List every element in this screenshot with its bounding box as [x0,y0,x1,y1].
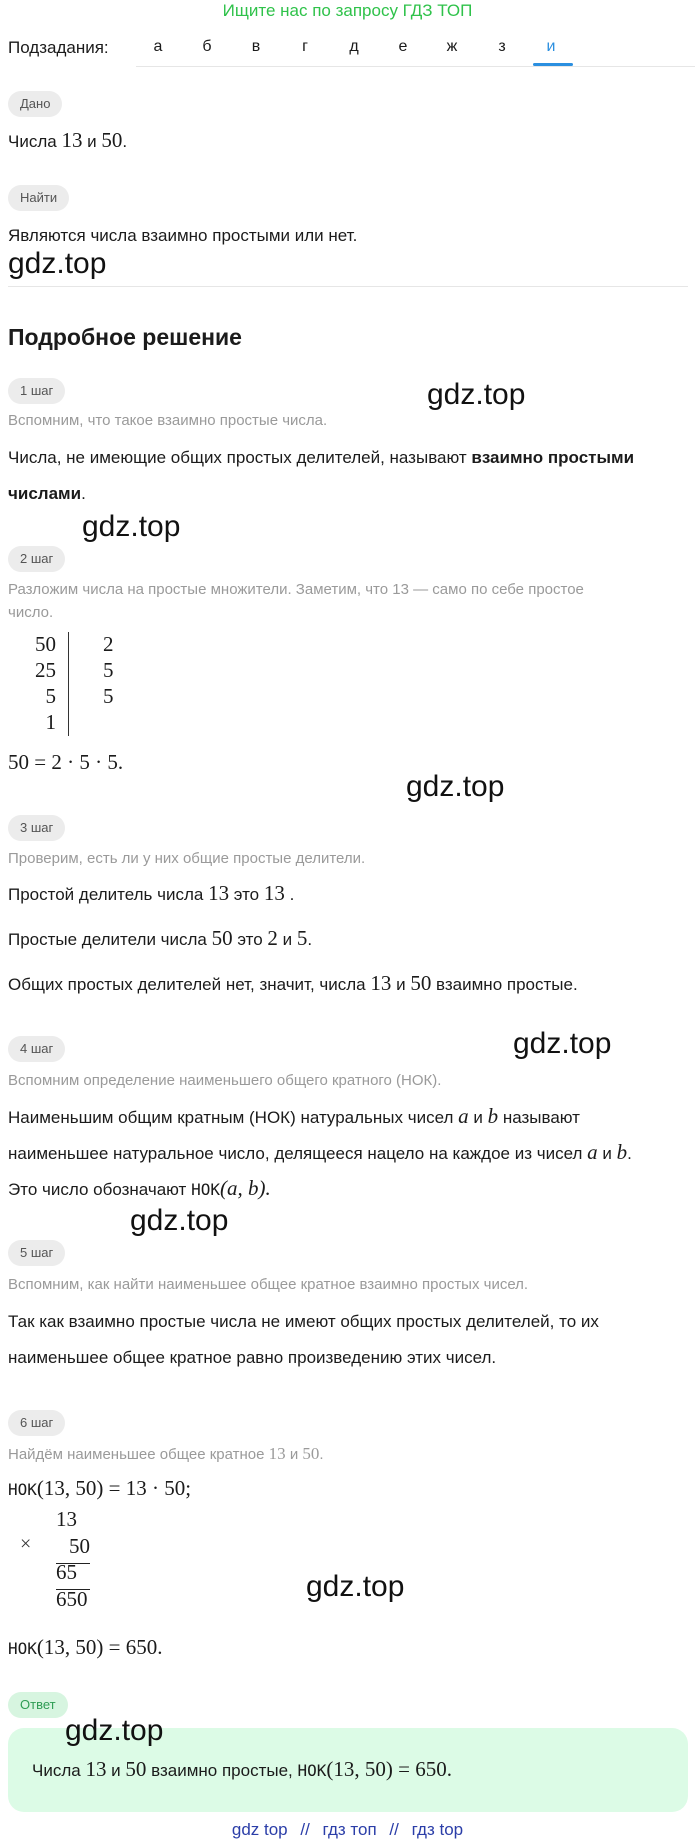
factor-right-0: 2 [103,632,114,656]
step1-term-2: числами [8,484,82,503]
footer-separator: // [300,1820,310,1839]
step4-line1 [8,1105,580,1129]
given-text [8,129,127,153]
step3-line2-end: . [307,930,313,949]
mult-row-0: 13 [56,1507,77,1531]
subtask-tab-d[interactable]: д [349,38,359,55]
subtask-tab-i[interactable]: и [546,38,556,55]
solution-title: Подробное решение [8,324,242,350]
multiply-sign: × [20,1533,32,1555]
subtasks-tabs [136,34,695,67]
answer-num-a: 13 [85,1757,107,1781]
step4-var-a: a [458,1104,469,1128]
given-number-13: 13 [61,128,83,152]
find-text: Являются числа взаимно простыми или нет. [8,226,358,245]
step5-line2: наименьшее общее кратное равно произведению этих чисел. [8,1348,497,1367]
footer-link-gdz-top-mixed[interactable]: гдз top [411,1820,464,1839]
step6-hint-and: и [285,1446,303,1463]
answer-badge: Ответ [8,1692,68,1718]
step6-hint-a: 13 [268,1444,286,1463]
given-badge: Дано [8,91,62,117]
watermark: gdz.top [406,770,505,803]
step6-eq1 [8,1477,191,1501]
step6-eq2-nok: НОК [8,1639,37,1658]
subtask-tab-a[interactable]: а [153,38,163,55]
step3-line3-and: и [391,975,411,994]
step6-badge: 6 шаг [8,1410,65,1436]
factor-left-2: 5 [45,684,56,708]
footer-link-gdz-top[interactable]: gdz top [231,1820,288,1839]
step4-line2-and: и [597,1144,617,1163]
watermark: gdz.top [8,247,107,280]
step4-line2 [8,1141,632,1165]
step4-line3 [8,1177,271,1201]
footer-links [0,1820,695,1840]
answer-and: и [106,1761,126,1780]
factor-left-1: 25 [35,658,56,682]
answer-mid: взаимно простые, [146,1761,298,1780]
step3-line3-a: 13 [370,971,392,995]
step3-line2-a: 2 [267,926,278,950]
watermark: gdz.top [130,1204,229,1237]
step3-line2-mid: это [232,930,268,949]
watermark: gdz.top [427,378,526,411]
given-text-label: Числа [8,132,62,151]
step2-badge: 2 шаг [8,546,65,572]
step3-line1 [8,882,294,906]
subtask-tab-z[interactable]: з [498,38,506,55]
footer-link-gdz-top-ru[interactable]: гдз топ [322,1820,377,1839]
step1-text-line2 [8,483,86,505]
step1-text-end: . [81,484,86,503]
step3-line1-end: . [284,885,295,904]
factor-left-3: 1 [45,710,56,734]
watermark: gdz.top [65,1714,164,1747]
step4-line1-pre: Наименьшим общим кратным (НОК) натуральных чисел [8,1108,459,1127]
step4-line2-pre: наименьшее натуральное число, делящееся нацело на каждое из чисел [8,1144,588,1163]
section-divider [8,286,688,287]
promo-banner[interactable]: Ищите нас по запросу ГДЗ ТОП [222,1,473,20]
factor-left-0: 50 [35,632,56,656]
step3-line2 [8,927,312,951]
given-number-50: 50 [101,128,123,152]
subtask-tab-b[interactable]: б [202,38,212,55]
watermark: gdz.top [306,1570,405,1603]
subtask-tab-e[interactable]: е [398,38,408,55]
step4-var-b: b [487,1104,499,1128]
step6-eq2 [8,1636,163,1660]
factor-divider-line [68,632,69,736]
subtask-tab-g[interactable]: г [302,38,308,55]
step3-line1-num: 13 [208,881,230,905]
step3-line1-mid: это [229,885,264,904]
step4-line2-var-a: a [587,1140,598,1164]
subtasks-label: Подзадания: [8,38,109,57]
step4-nok-label: НОК [191,1180,220,1199]
step2-hint-line1: Разложим числа на простые множители. Заметим, что 13 — само по себе простое [8,581,584,598]
step6-hint-b: 50 [302,1444,320,1463]
step1-term-1: взаимно простыми [471,448,635,467]
factor-right-1: 5 [103,658,114,682]
step3-line2-b: 5 [296,926,308,950]
step3-line2-pre: Простые делители числа [8,930,212,949]
step6-eq1-nok: НОК [8,1480,37,1499]
answer-nok: НОК [297,1761,327,1780]
step2-result: 50 = 2 · 5 · 5. [8,750,124,774]
step4-line1-end: называют [498,1108,580,1127]
step3-line3 [8,972,578,996]
watermark: gdz.top [82,510,181,543]
mult-row-2: 65 [56,1560,77,1584]
step3-line3-end: взаимно простые. [431,975,578,994]
step1-badge: 1 шаг [8,378,65,404]
mult-row-3: 650 [56,1587,88,1611]
step1-hint: Вспомним, что такое взаимно простые числа. [8,412,328,429]
step1-text [8,447,688,469]
step2-hint-line2: число. [8,604,54,621]
factor-right-2: 5 [103,684,114,708]
step4-line2-var-b: b [616,1140,628,1164]
step6-hint [8,1443,324,1466]
step4-badge: 4 шаг [8,1036,65,1062]
step4-hint: Вспомним определение наименьшего общего кратного (НОК). [8,1072,442,1089]
step4-line1-and: и [468,1108,488,1127]
find-badge: Найти [8,185,69,211]
answer-text [32,1758,452,1782]
step4-line2-end: . [627,1144,632,1163]
step6-hint-pre: Найдём наименьшее общее кратное [8,1446,269,1463]
step3-line2-num: 50 [211,926,233,950]
answer-text-pre: Числа [32,1761,86,1780]
footer-separator: // [389,1820,399,1839]
subtask-tab-zh[interactable]: ж [446,38,458,55]
step5-line1: Так как взаимно простые числа не имеют общих простых делителей, то их [8,1312,599,1331]
step3-line3-pre: Общих простых делителей нет, значит, числа [8,975,371,994]
step5-badge: 5 шаг [8,1240,65,1266]
step3-line1-pre: Простой делитель числа [8,885,209,904]
step5-hint: Вспомним, как найти наименьшее общее кратное взаимно простых чисел. [8,1276,529,1293]
step6-eq2-math: (13, 50) = 650. [36,1635,163,1659]
step4-line3-pre: Это число обозначают [8,1180,192,1199]
subtask-tab-v[interactable]: в [251,38,261,55]
step1-text-pre: Числа, не имеющие общих простых делителей, называют [8,448,472,467]
step3-badge: 3 шаг [8,815,65,841]
step3-line3-b: 50 [410,971,432,995]
step3-line2-and: и [277,930,297,949]
step6-eq1-math: (13, 50) = 13 · 50; [36,1476,192,1500]
answer-num-b: 50 [125,1757,147,1781]
active-tab-underline [533,63,573,66]
given-dot: . [122,132,128,151]
watermark: gdz.top [513,1027,612,1060]
mult-row-1: 50 [69,1534,90,1558]
step6-hint-end: . [319,1446,324,1463]
step3-hint: Проверим, есть ли у них общие простые делители. [8,850,366,867]
step3-line1-num2: 13 [263,881,285,905]
given-and: и [82,132,102,151]
step4-nok-notation: (a, b). [219,1176,271,1200]
answer-math: (13, 50) = 650. [326,1757,452,1781]
